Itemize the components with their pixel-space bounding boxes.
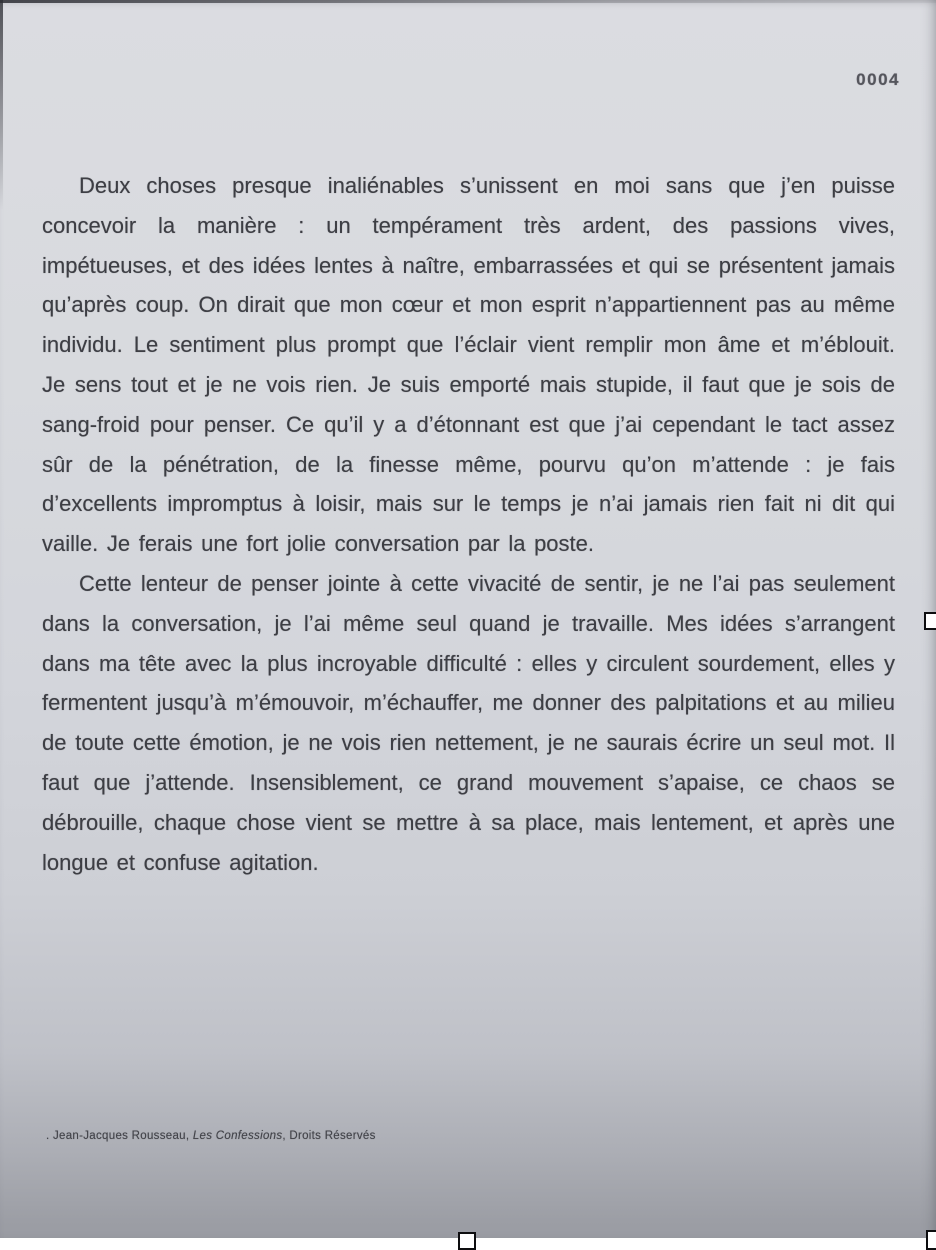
scan-marker-bottom-center	[458, 1232, 476, 1250]
citation-rights: , Droits Réservés	[282, 1130, 376, 1142]
paragraph-2: Cette lenteur de penser jointe à cette vivacité de sentir, je ne l’ai pas seulement dans la conversation, je l’ai même seul quand je travaille. Mes idées s’arrangent dans ma tête avec la plus incroyable difficulté : elles y circulent sourdement, elles y fermentent jusqu’à m’émouvoir, m’échauffer, me donner des palpitations et au milieu de toute cette émotion, je ne vois rien nettement, je ne saurais écrire un seul mot. Il faut que j’attende. Insensiblement, ce grand mouvement s’apaise, ce chaos se débrouille, chaque chose vient se mettre à sa place, mais lentement, et après une longue et confuse agitation.	[42, 570, 895, 875]
paragraph-1: Deux choses presque inaliénables s’unissent en moi sans que j’en puisse concevoir la manière : un tempérament très ardent, des passions vives, impétueuses, et des idées lentes à naître, embarrassées et qui se présentent jamais qu’après coup. On dirait que mon cœur et mon esprit n’appartiennent pas au même individu. Le sentiment plus prompt que l’éclair vient remplir mon âme et m’éblouit. Je sens tout et je ne vois rien. Je suis emporté mais stupide, il faut que je sois de sang-froid pour penser. Ce qu’il y a d’étonnant est que j’ai cependant le tact assez sûr de la pénétration, de la finesse même, pourvu qu’on m’attende : je fais d’excellents impromptus à loisir, mais sur le temps je n’ai jamais rien fait ni dit qui vaille. Je ferais une fort jolie conversation par la poste.	[42, 173, 895, 557]
scan-marker-bottom-right	[926, 1230, 936, 1250]
document-body-text	[42, 166, 895, 882]
source-citation	[46, 1130, 376, 1142]
scan-marker-right	[924, 612, 936, 630]
left-edge-shadow	[0, 0, 3, 210]
page-number: 0004	[856, 70, 900, 89]
citation-author: . Jean-Jacques Rousseau,	[46, 1130, 193, 1142]
citation-work-title: Les Confessions	[192, 1130, 283, 1142]
top-edge-shadow	[0, 0, 936, 3]
